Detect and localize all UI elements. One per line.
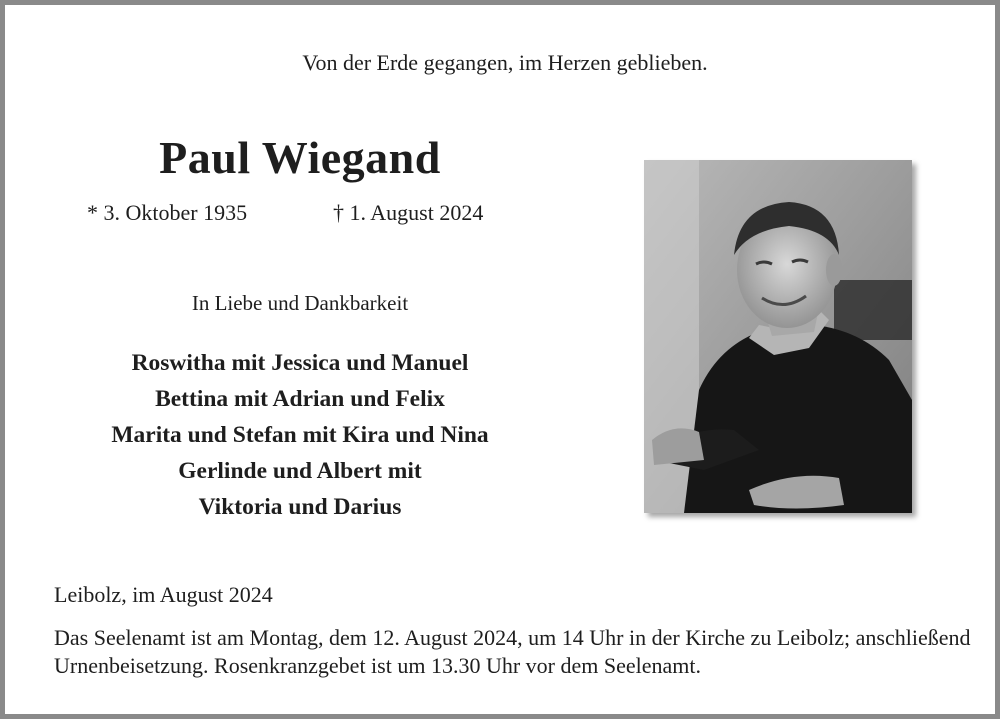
birth-date: * 3. Oktober 1935 — [87, 200, 248, 225]
portrait-photo — [644, 160, 912, 513]
portrait-image — [644, 160, 912, 513]
mourner-line: Viktoria und Darius — [198, 494, 402, 520]
mourners-list — [65, 345, 535, 525]
deceased-name: Paul Wiegand — [159, 132, 441, 183]
mourner-line: Roswitha mit Jessica und Manuel — [131, 350, 469, 376]
death-date: † 1. August 2024 — [333, 200, 484, 225]
service-info: Das Seelenamt ist am Montag, dem 12. August 2024, um 14 Uhr in der Kirche zu Leibolz; anschließend Urnenbeisetzung. Rosenkranzgebet ist um 13.30 Uhr vor dem Seelenamt. — [54, 625, 971, 678]
place-date: Leibolz, im August 2024 — [54, 582, 273, 607]
mourner-line: Marita und Stefan mit Kira und Nina — [111, 422, 489, 448]
mourner-line: Bettina mit Adrian und Felix — [155, 386, 445, 412]
mourner-line: Gerlinde und Albert mit — [178, 458, 422, 484]
dedication-text: In Liebe und Dankbarkeit — [191, 291, 409, 315]
motto-text: Von der Erde gegangen, im Herzen geblieben. — [302, 50, 708, 75]
